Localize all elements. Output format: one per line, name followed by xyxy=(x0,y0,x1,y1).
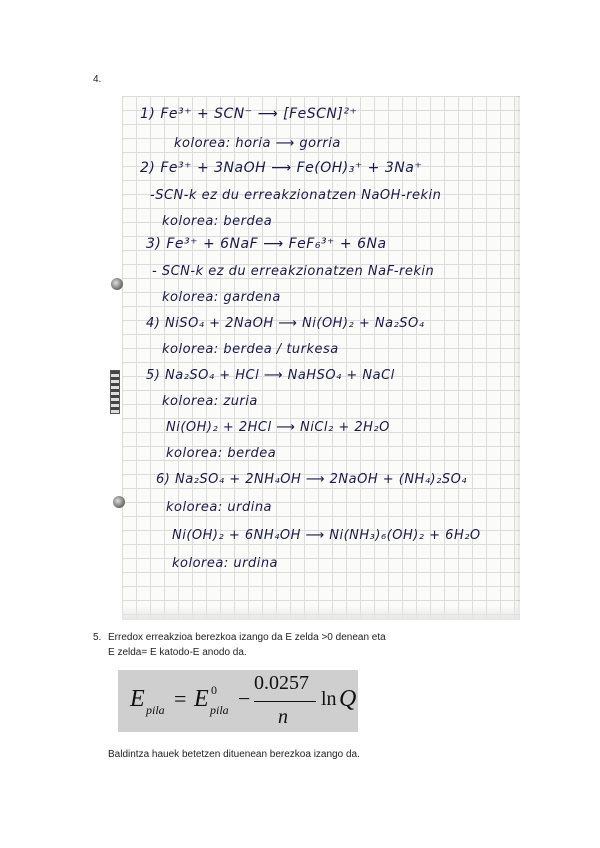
handwritten-line: Ni(OH)₂ + 6NH₄OH ⟶ Ni(NH₃)₆(OH)₂ + 6H₂O xyxy=(172,528,481,543)
binder-hole-icon xyxy=(113,496,125,508)
formula-lhs-subscript: pila xyxy=(146,703,165,717)
formula-denominator: n xyxy=(278,706,288,728)
handwritten-line: kolorea: urdina xyxy=(172,556,279,571)
formula-ln: ln xyxy=(321,688,337,710)
handwritten-line: 3) Fe³⁺ + 6NaF ⟶ FeF₆³⁺ + 6Na xyxy=(146,236,387,252)
item5-text-line1: Erredox erreakzioa berezkoa izango da E zelda >0 denean eta xyxy=(108,632,386,643)
handwritten-line: 4) NiSO₄ + 2NaOH ⟶ Ni(OH)₂ + Na₂SO₄ xyxy=(146,316,425,331)
formula-lhs: E xyxy=(130,686,145,712)
binder-ring-icon xyxy=(110,370,120,414)
handwritten-line: - SCN-k ez du erreakzionatzen NaF-rekin xyxy=(152,264,435,279)
formula-numerator: 0.0257 xyxy=(254,672,309,694)
fraction-bar xyxy=(254,701,316,702)
handwritten-line: kolorea: urdina xyxy=(166,500,273,515)
formula-rhs-e: E xyxy=(194,686,209,712)
handwritten-line: 2) Fe³⁺ + 3NaOH ⟶ Fe(OH)₃⁺ + 3Na⁺ xyxy=(140,160,423,176)
handwritten-line: 5) Na₂SO₄ + HCl ⟶ NaHSO₄ + NaCl xyxy=(146,368,395,383)
handwritten-line: Ni(OH)₂ + 2HCl ⟶ NiCl₂ + 2H₂O xyxy=(166,420,390,435)
handwritten-notes-photo xyxy=(122,96,520,620)
binder-hole-icon xyxy=(111,278,123,290)
handwritten-line: kolorea: horia ⟶ gorria xyxy=(174,136,341,151)
formula-minus: − xyxy=(238,686,251,711)
handwritten-line: 1) Fe³⁺ + SCN⁻ ⟶ [FeSCN]²⁺ xyxy=(140,106,358,122)
conclusion-text: Baldintza hauek betetzen dituenean berezkoa izango da. xyxy=(108,749,360,760)
photo-shadow xyxy=(122,606,520,620)
item-number-4: 4. xyxy=(93,74,102,85)
formula-q: Q xyxy=(339,686,357,712)
handwritten-line: kolorea: berdea xyxy=(162,214,273,229)
handwritten-line: kolorea: berdea xyxy=(166,446,277,461)
item5-text-line2: E zelda= E katodo-E anodo da. xyxy=(108,647,247,658)
formula-rhs-superscript: 0 xyxy=(211,683,217,697)
nernst-equation xyxy=(118,670,358,732)
handwritten-line: kolorea: berdea / turkesa xyxy=(162,342,339,357)
formula-equals: = xyxy=(174,686,187,711)
handwritten-line: kolorea: gardena xyxy=(162,290,281,305)
handwritten-line: -SCN-k ez du erreakzionatzen NaOH-rekin xyxy=(150,188,442,203)
handwritten-line: 6) Na₂SO₄ + 2NH₄OH ⟶ 2NaOH + (NH₄)₂SO₄ xyxy=(156,472,468,487)
formula-rhs-subscript: pila xyxy=(210,703,229,717)
item-number-5: 5. xyxy=(93,632,102,643)
handwritten-line: kolorea: zuria xyxy=(162,394,258,409)
